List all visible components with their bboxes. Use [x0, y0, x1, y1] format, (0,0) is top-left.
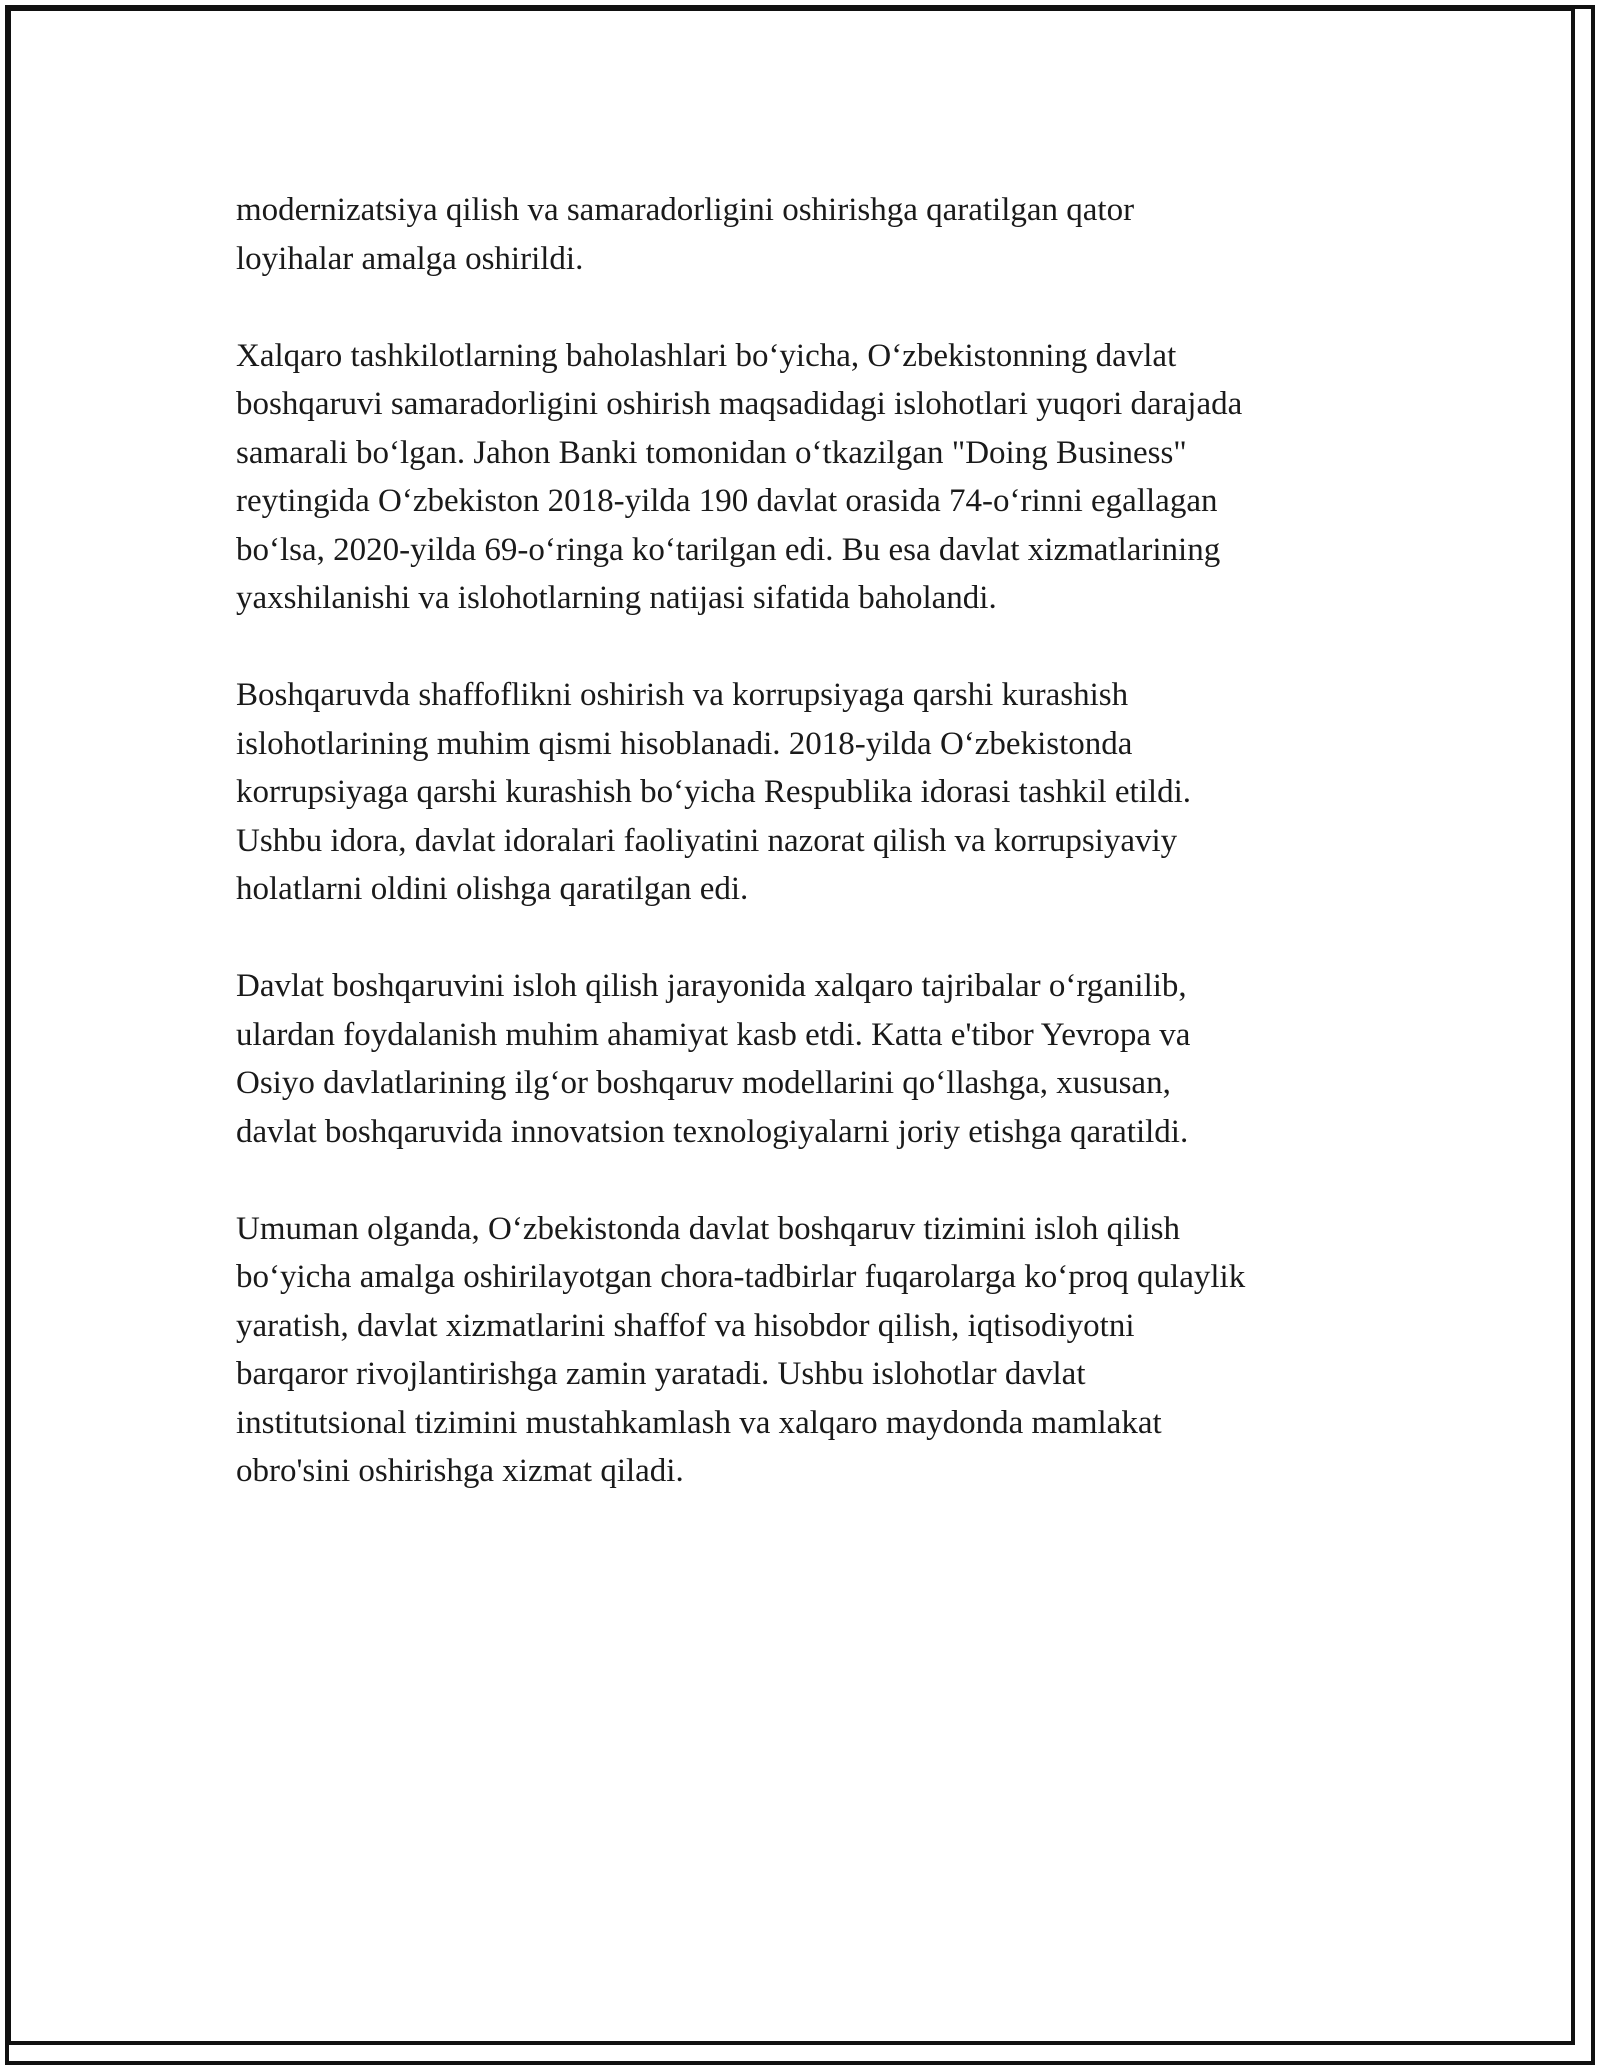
paragraph-transparency-anticorruption: Boshqaruvda shaffoflikni oshirish va korrupsiyaga qarshi kurashish islohotlarining muhim qismi hisoblanadi. 2018-yilda O‘zbekistonda korrupsiyaga qarshi kurashish bo‘yicha Respublika idorasi tashkil etildi. Ushbu idora, davlat idoralari faoliyatini nazorat qilish va korrupsiyaviy holatlarni oldini olishga qaratilgan edi.	[236, 677, 1191, 907]
paragraph-conclusion: Umuman olganda, O‘zbekistonda davlat boshqaruv tizimini isloh qilish bo‘yicha amalga oshirilayotgan chora-tadbirlar fuqarolarga ko‘proq qulaylik yaratish, davlat xizmatlarini shaffof va hisobdor qilish, iqtisodiyotni barqaror rivojlantirishga zamin yaratadi. Ushbu islohotlar davlat institutsional tizimini mustahkamlash va xalqaro maydonda mamlakat obro'sini oshirishga xizmat qiladi.	[236, 1210, 1246, 1489]
paragraph-international-experience: Davlat boshqaruvini isloh qilish jarayonida xalqaro tajribalar o‘rganilib, ulardan foydalanish muhim ahamiyat kasb etdi. Katta e'tibor Yevropa va Osiyo davlatlarining ilg‘or boshqaruv modellarini qo‘llashga, xususan, davlat boshqaruvida innovatsion texnologiyalarni joriy etishga qaratildi.	[236, 968, 1191, 1150]
paragraph-international-assessments: Xalqaro tashkilotlarning baholashlari bo‘yicha, O‘zbekistonning davlat boshqaruvi samaradorligini oshirish maqsadidagi islohotlari yuqori darajada samarali bo‘lgan. Jahon Banki tomonidan o‘tkazilgan "Doing Business" reytingida O‘zbekiston 2018-yilda 190 davlat orasida 74-o‘rinni egallagan bo‘lsa, 2020-yilda 69-o‘ringa ko‘tarilgan edi. Bu esa davlat xizmatlarining yaxshilanishi va islohotlarning natijasi sifatida baholandi.	[236, 337, 1243, 616]
paragraph-continuation: modernizatsiya qilish va samaradorligini oshirishga qaratilgan qator loyihalar amalga oshirildi.	[236, 192, 1135, 277]
document-body	[236, 186, 1376, 1544]
